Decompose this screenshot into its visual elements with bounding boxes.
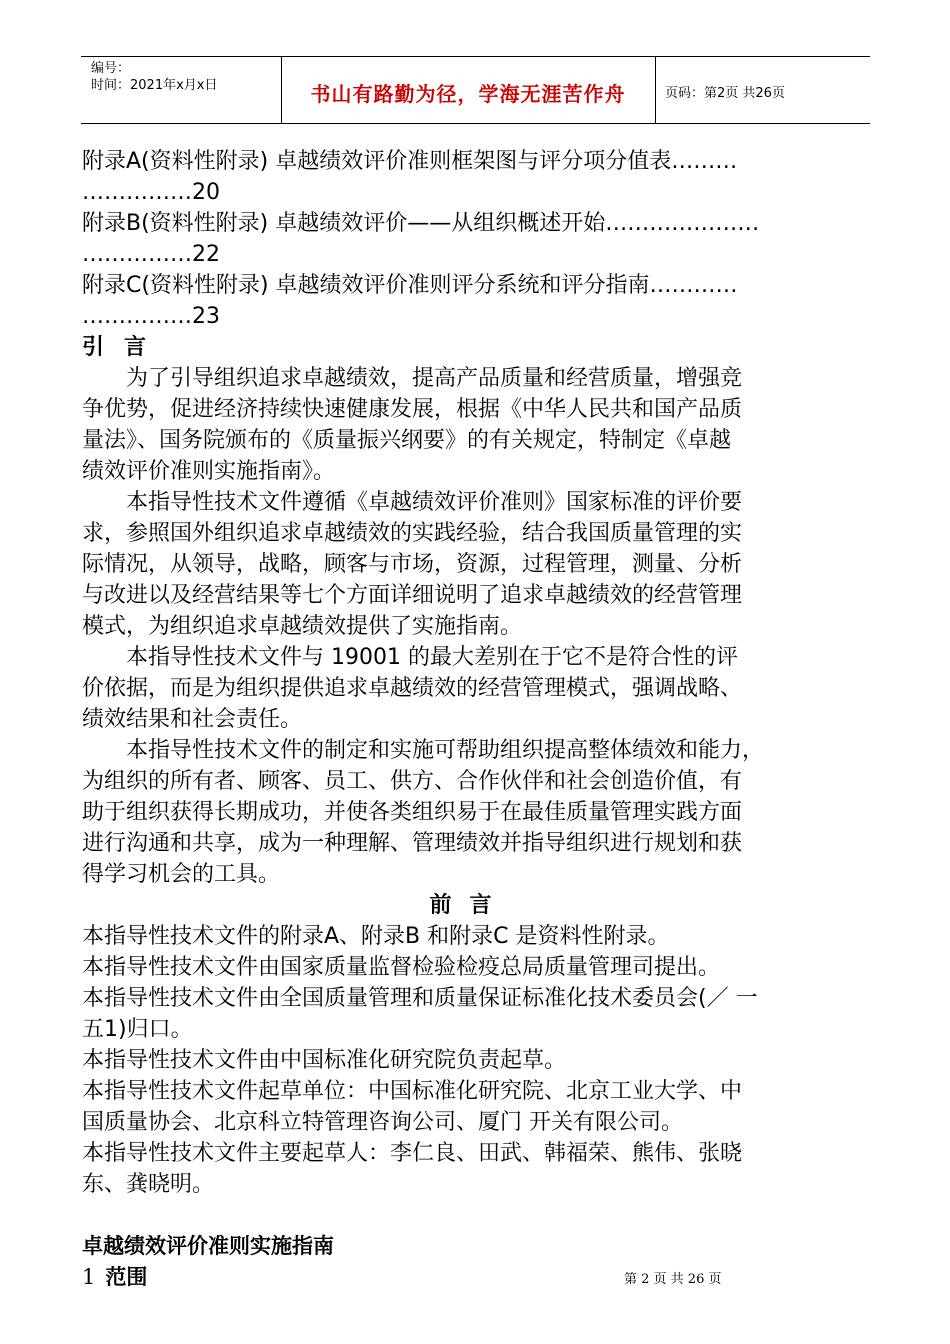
toc (82, 146, 857, 332)
toc-entry-a-page: ……………20 (82, 180, 220, 205)
serial-label: 编号： (91, 61, 131, 76)
header-top-rule (81, 56, 870, 57)
page-footer: 第 2 页 共 26 页 (624, 1272, 722, 1287)
section-number: 1 (82, 1265, 96, 1289)
text-line: 本指导性技术文件与 19001 的最大差别在于它不是符合性的评 (126, 645, 738, 670)
intro-paragraph-3 (82, 642, 857, 735)
text-line: 得学习机会的工具。 (82, 862, 281, 887)
intro-paragraph-2 (82, 487, 857, 642)
text-line: 五1)归口。 (82, 1017, 193, 1042)
text-line: 本指导性技术文件由中国标准化研究院负责起草。 (82, 1048, 567, 1073)
document-title: 卓越绩效评价准则实施指南 (82, 1234, 334, 1258)
text-line: 为组织的所有者、顾客、员工、供方、合作伙伴和社会创造价值，有 (82, 769, 743, 794)
header-bottom-rule (81, 123, 870, 124)
text-line: 求，参照国外组织追求卓越绩效的实践经验，结合我国质量管理的实 (82, 521, 743, 546)
toc-entry-b: 附录B(资料性附录) 卓越绩效评价——从组织概述开始………………… (82, 211, 760, 236)
text-line: 为了引导组织追求卓越绩效，提高产品质量和经营质量，增强竞 (126, 366, 743, 391)
text-line: 本指导性技术文件由全国质量管理和质量保证标准化技术委员会(／ 一 (82, 986, 758, 1011)
toc-entry-c-page: ……………23 (82, 304, 220, 329)
document-body (82, 146, 857, 1293)
text-line: 东、龚晓明。 (82, 1172, 215, 1197)
intro-paragraph-4 (82, 735, 857, 890)
blank-line (82, 1200, 857, 1231)
toc-entry-b-page: ……………22 (82, 242, 220, 267)
section-title: 范围 (105, 1265, 148, 1289)
text-line: 绩效结果和社会责任。 (82, 707, 303, 732)
intro-heading: 引言 (82, 335, 167, 360)
text-line: 与改进以及经营结果等七个方面详细说明了追求卓越绩效的经营管理 (82, 583, 743, 608)
text-line: 本指导性技术文件起草单位：中国标准化研究院、北京工业大学、中 (82, 1079, 743, 1104)
header-page-info: 页码：第2页 共26页 (665, 86, 785, 101)
toc-entry-a: 附录A(资料性附录) 卓越绩效评价准则框架图与评分项分值表……… (82, 149, 738, 174)
toc-entry-c: 附录C(资料性附录) 卓越绩效评价准则评分系统和评分指南………… (82, 273, 738, 298)
foreword-heading: 前言 (429, 893, 510, 918)
header-divider-right (655, 56, 656, 124)
text-line: 本指导性技术文件遵循《卓越绩效评价准则》国家标准的评价要 (126, 490, 743, 515)
time-label: 时间：2021年x月x日 (91, 78, 218, 93)
intro-paragraph-1 (82, 363, 857, 487)
text-line: 本指导性技术文件主要起草人：李仁良、田武、韩福荣、熊伟、张晓 (82, 1141, 743, 1166)
text-line: 模式，为组织追求卓越绩效提供了实施指南。 (82, 614, 523, 639)
text-line: 本指导性技术文件的附录A、附录B 和附录C 是资料性附录。 (82, 924, 670, 949)
header-divider-left (281, 56, 282, 124)
text-line: 国质量协会、北京科立特管理咨询公司、厦门 开关有限公司。 (82, 1110, 683, 1135)
foreword-body (82, 921, 857, 1200)
text-line: 本指导性技术文件的制定和实施可帮助组织提高整体绩效和能力， (126, 738, 765, 763)
text-line: 量法》、国务院颁布的《质量振兴纲要》的有关规定，特制定《卓越 (82, 428, 732, 453)
text-line: 本指导性技术文件由国家质量监督检验检疫总局质量管理司提出。 (82, 955, 721, 980)
text-line: 进行沟通和共享，成为一种理解、管理绩效并指导组织进行规划和获 (82, 831, 743, 856)
text-line: 争优势，促进经济持续快速健康发展，根据《中华人民共和国产品质 (82, 397, 743, 422)
section-heading-scope (82, 1262, 857, 1293)
page-header (81, 56, 870, 124)
header-motto: 书山有路勤为径，学海无涯苦作舟 (310, 82, 626, 106)
text-line: 价依据，而是为组织提供追求卓越绩效的经营管理模式，强调战略、 (82, 676, 743, 701)
text-line: 助于组织获得长期成功，并使各类组织易于在最佳质量管理实践方面 (82, 800, 743, 825)
text-line: 际情况，从领导，战略，顾客与市场，资源，过程管理，测量、分析 (82, 552, 743, 577)
text-line: 绩效评价准则实施指南》。 (82, 459, 336, 484)
